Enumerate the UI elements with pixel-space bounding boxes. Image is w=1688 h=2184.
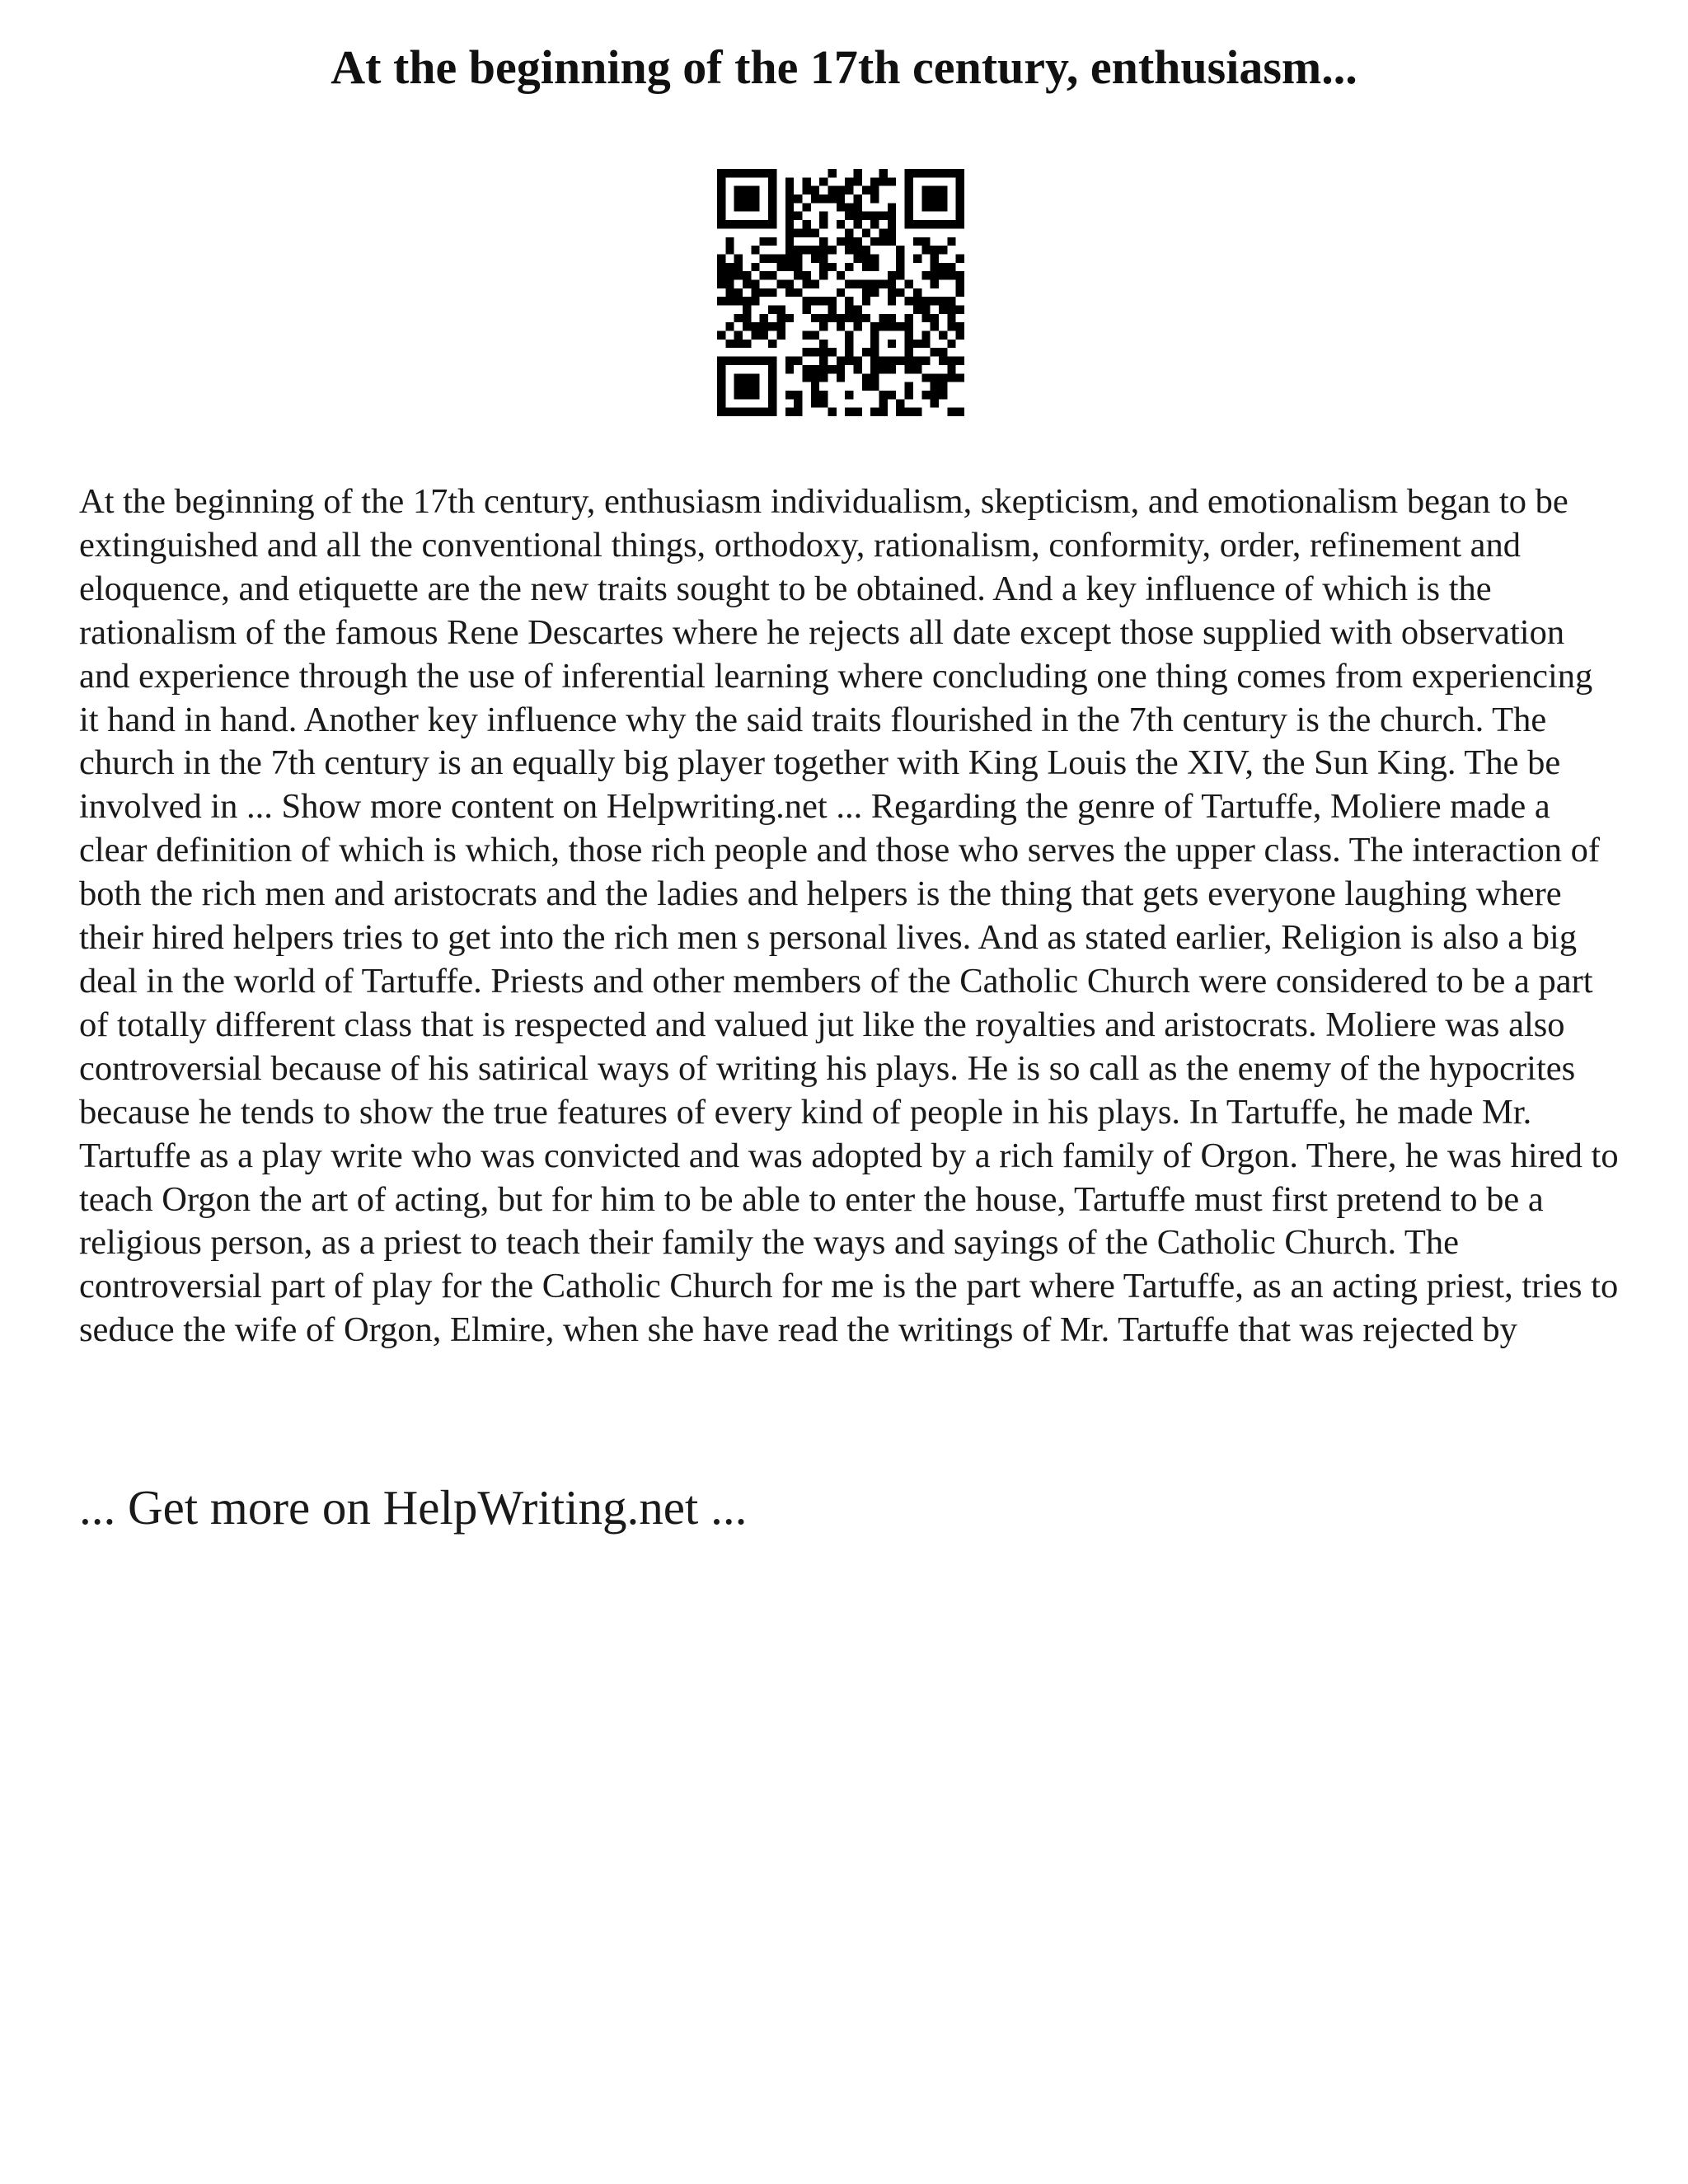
qr-code-icon (717, 169, 964, 416)
document-body-text: At the beginning of the 17th century, enthusiasm individualism, skepticism, and emotionalism began to be extinguished and all the conventional things, orthodoxy, rationalism, conformity, order, refinement and eloquence, and etiquette are the new traits sought to be obtained. And a key influence of which is the rationalism of the famous Rene Descartes where he rejects all date except those supplied with observation and experience through the use of inferential learning where concluding one thing comes from experiencing it hand in hand. Another key influence why the said traits flourished in the 7th century is the church. The church in the 7th century is an equally big player together with King Louis the XIV, the Sun King. The be involved in ... Show more content on Helpwriting.net ... Regarding the genre of Tartuffe, Moliere made a clear definition of which is which, those rich people and those who serves the upper class. The interaction of both the rich men and aristocrats and the ladies and helpers is the thing that gets everyone laughing where their hired helpers tries to get into the rich men s personal lives. And as stated earlier, Religion is also a big deal in the world of Tartuffe. Priests and other members of the Catholic Church were considered to be a part of totally different class that is respected and valued jut like the royalties and aristocrats. Moliere was also controversial because of his satirical ways of writing his plays. He is so call as the enemy of the hypocrites because he tends to show the true features of every kind of people in his plays. In Tartuffe, he made Mr. Tartuffe as a play write who was convicted and was adopted by a rich family of Orgon. There, he was hired to teach Orgon the art of acting, but for him to be able to enter the house, Tartuffe must first pretend to be a religious person, as a priest to teach their family the ways and sayings of the Catholic Church. The controversial part of play for the Catholic Church for me is the part where Tartuffe, as an acting priest, tries to seduce the wife of Orgon, Elmire, when she have read the writings of Mr. Tartuffe that was rejected by (79, 482, 1619, 1350)
get-more-link[interactable]: ... Get more on HelpWriting.net ... (79, 1480, 748, 1535)
document-title: At the beginning of the 17th century, enthusiasm... (331, 40, 1357, 94)
